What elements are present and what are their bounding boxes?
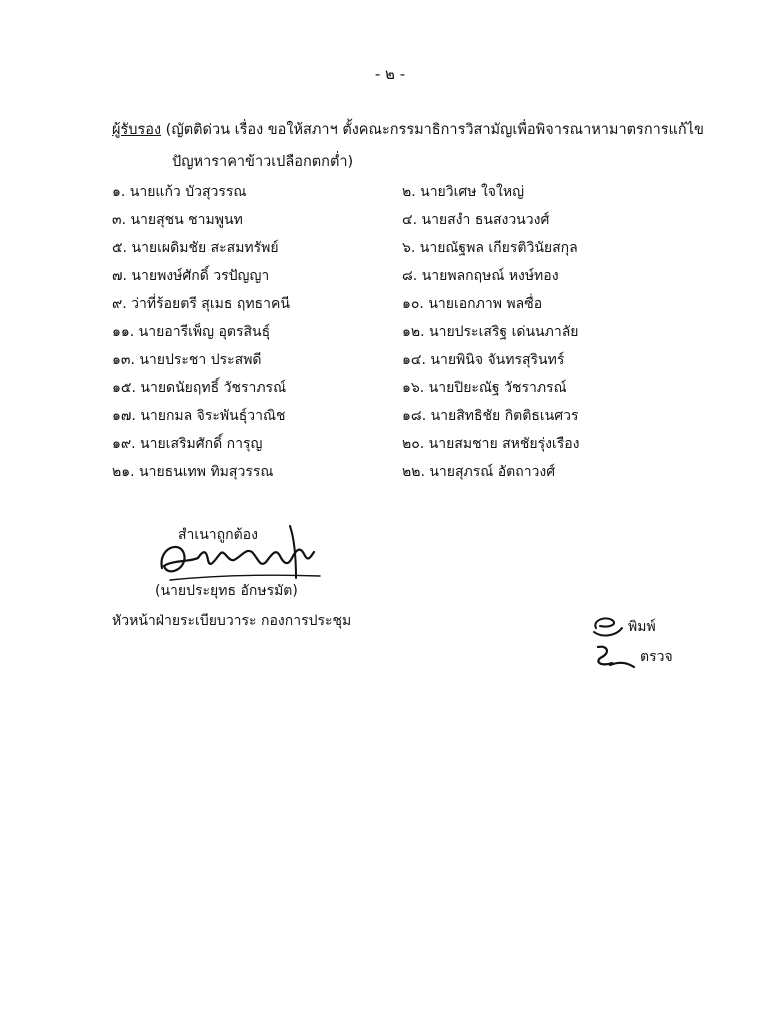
sponsor-row [112, 430, 712, 458]
sponsor-item: ๒. นายวิเศษ ใจใหญ่ [402, 184, 525, 200]
certified-copy-label: สำเนาถูกต้อง [178, 527, 258, 543]
signer-name: (นายประยุทธ อักษรมัต) [155, 583, 298, 599]
sponsor-row [112, 206, 712, 234]
sponsor-item: ๔. นายสงำ ธนสงวนวงศ์ [402, 212, 550, 228]
sponsor-item: ๙. ว่าที่ร้อยตรี สุเมธ ฤทธาคนี [112, 296, 290, 312]
signer-title: หัวหน้าฝ่ายระเบียบวาระ กองการประชุม [112, 613, 352, 629]
sponsor-item: ๑๓. นายประชา ประสพดี [112, 352, 262, 368]
sponsor-item: ๑๘. นายสิทธิชัย กิตติธเนศวร [402, 408, 579, 424]
sponsor-item: ๒๐. นายสมชาย สหชัยรุ่งเรือง [402, 436, 580, 452]
sponsor-item: ๒๒. นายสุภรณ์ อัตถาวงศ์ [402, 464, 556, 480]
sponsor-row [112, 262, 712, 290]
sponsor-item: ๑๗. นายกมล จิระพันธุ์วาณิช [112, 408, 286, 424]
typed-label: พิมพ์ [628, 619, 656, 635]
sponsor-item: ๑๕. นายดนัยฤทธิ์ วัชราภรณ์ [112, 380, 287, 396]
sponsor-item: ๑๙. นายเสริมศักดิ์ การุญ [112, 436, 263, 452]
initials-icon [590, 614, 624, 640]
sponsor-row [112, 178, 712, 206]
sponsor-item: ๖. นายณัฐพล เกียรติวินัยสกุล [402, 240, 578, 256]
sponsor-row [112, 318, 712, 346]
sponsor-item: ๑๐. นายเอกภาพ พลซื่อ [402, 296, 543, 312]
checked-label: ตรวจ [640, 649, 673, 665]
page-number: - ๒ - [374, 65, 406, 83]
heading [112, 120, 704, 140]
sponsor-item: ๑๑. นายอารีเพ็ญ อุตรสินธุ์ [112, 324, 271, 340]
sponsor-row [112, 402, 712, 430]
checked-by-mark [590, 643, 673, 671]
sponsor-item: ๑๖. นายปิยะณัฐ วัชราภรณ์ [402, 380, 567, 396]
heading-label: ผู้รับรอง [112, 122, 162, 138]
sponsor-item: ๑๒. นายประเสริฐ เด่นนภาลัย [402, 324, 579, 340]
sponsor-item: ๓. นายสุชน ชามพูนท [112, 212, 243, 228]
heading-continuation: ปัญหาราคาข้าวเปลือกตกต่ำ) [172, 154, 354, 170]
signature-image [150, 518, 330, 588]
typed-by-mark [590, 614, 656, 640]
sponsor-item: ๗. นายพงษ์ศักดิ์ วรปัญญา [112, 268, 270, 284]
heading-text: (ญัตติด่วน เรื่อง ขอให้สภาฯ ตั้งคณะกรรมาธิการวิสามัญเพื่อพิจารณาหามาตรการแก้ไข [161, 122, 704, 138]
sponsor-row [112, 374, 712, 402]
sponsor-row [112, 234, 712, 262]
sponsor-row [112, 290, 712, 318]
sponsor-list [112, 178, 712, 486]
sponsor-item: ๘. นายพลกฤษณ์ หงษ์ทอง [402, 268, 559, 284]
initials-icon [590, 643, 636, 671]
sponsor-item: ๑. นายแก้ว บัวสุวรรณ [112, 184, 247, 200]
sponsor-row [112, 458, 712, 486]
sponsor-item: ๒๑. นายธนเทพ ทิมสุวรรณ [112, 464, 274, 480]
sponsor-item: ๕. นายเผดิมชัย สะสมทรัพย์ [112, 240, 279, 256]
sponsor-item: ๑๔. นายพินิจ จันทรสุรินทร์ [402, 352, 565, 368]
sponsor-row [112, 346, 712, 374]
